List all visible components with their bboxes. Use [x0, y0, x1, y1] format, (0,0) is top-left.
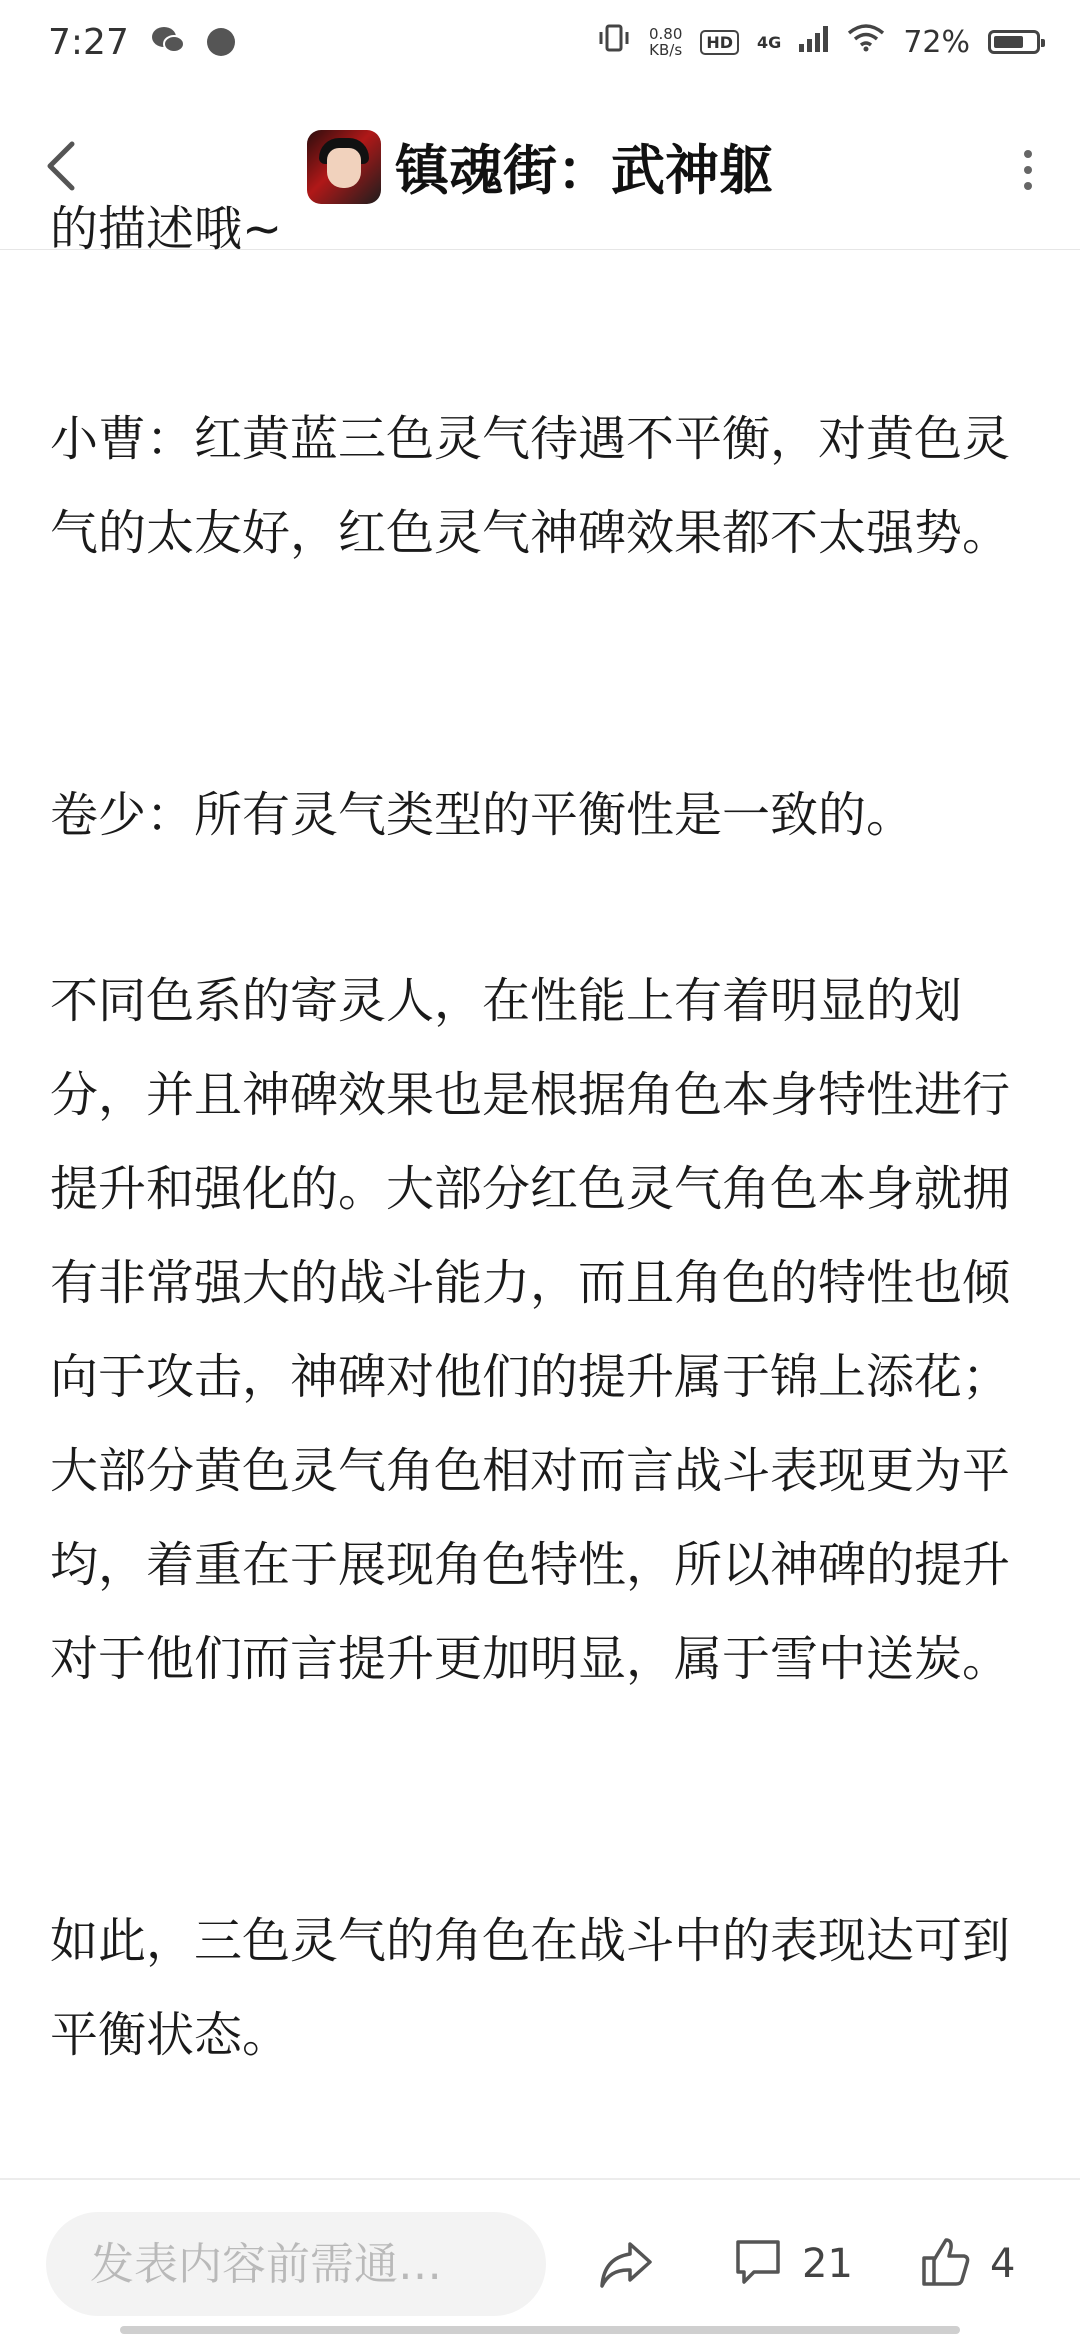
signal-icon: [799, 25, 829, 60]
vibrate-icon: [597, 23, 631, 61]
article-paragraph: 如此，三色灵气的角色在战斗中的表现达可到平衡状态。: [50, 1913, 1011, 2063]
network-speed-unit: KB/s: [649, 41, 683, 59]
comment-count: 21: [802, 2241, 853, 2287]
comment-input[interactable]: [46, 2212, 546, 2316]
article-cut-line: 的描述哦~: [50, 201, 283, 257]
network-speed: [649, 26, 682, 58]
comment-icon: [732, 2236, 784, 2292]
home-indicator[interactable]: [120, 2326, 960, 2334]
battery-icon: [988, 30, 1040, 54]
battery-fill: [994, 36, 1023, 48]
comment-button[interactable]: [732, 2232, 853, 2296]
share-icon[interactable]: [596, 2234, 656, 2294]
battery-text: 72%: [903, 24, 970, 60]
status-bar: [0, 0, 1080, 84]
status-right: [597, 23, 1040, 61]
wifi-icon: [847, 24, 885, 60]
hd-badge: HD: [700, 30, 739, 55]
wechat-icon: [151, 25, 185, 59]
article-paragraph: 卷少：所有灵气类型的平衡性是一致的。: [50, 787, 915, 843]
sound-app-icon: [207, 28, 235, 56]
network-type: 4G: [757, 32, 782, 52]
thumbs-up-icon: [920, 2236, 972, 2292]
status-left: [48, 22, 235, 63]
article-paragraph: 不同色系的寄灵人，在性能上有着明显的划分，并且神碑效果也是根据角色本身特性进行提升和强化的。大部分红色灵气角色本身就拥有非常强大的战斗能力，而且角色的特性也倾向于攻击，神碑对他们的提升属于锦上添花；大部分黄色灵气角色相对而言战斗表现更为平均，着重在于展现角色特性，所以神碑的提升对于他们而言提升更加明显，属于雪中送炭。: [50, 973, 1011, 1687]
status-time: 7:27: [48, 21, 129, 63]
like-button[interactable]: [920, 2232, 1015, 2296]
article-content: [0, 201, 1080, 2178]
page-title: 镇魂街：武神躯: [395, 139, 773, 202]
like-count: 4: [990, 2241, 1016, 2287]
bottom-action-bar: [0, 2178, 1080, 2340]
network-speed-value: 0.80: [648, 25, 683, 43]
article-paragraph: 小曹：红黄蓝三色灵气待遇不平衡，对黄色灵气的太友好，红色灵气神碑效果都不太强势。: [50, 411, 1011, 561]
